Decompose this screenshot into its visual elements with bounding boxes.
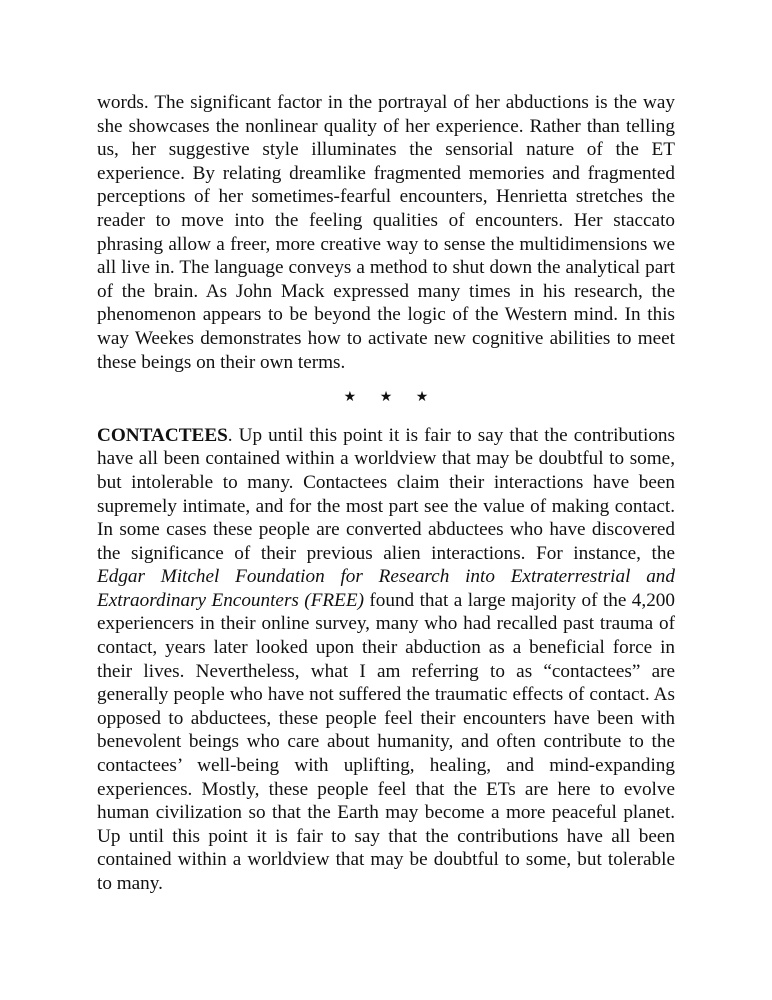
page-body bbox=[97, 91, 675, 896]
star-icon: ★ bbox=[343, 390, 357, 406]
paragraph-text: . Up until this point it is fair to say that the contributions have all been contained within a worldview that may be doubtful to some, but intolerable to many. Contactees claim their interactions have been supremely intimate, and for the most part see the value of making contact. In some cases these people are converted abductees who have discovered the significance of their previous alien interactions. For instance, the bbox=[97, 424, 675, 564]
section-separator bbox=[97, 386, 675, 410]
paragraph-henrietta-weekes: words. The significant factor in the portrayal of her abductions is the way she showcases the nonlinear quality of her experience. Rather than telling us, her suggestive style illuminates the sensorial nature of the ET experience. By relating dreamlike fragmented memories and fragmented perceptions of her sometimes-fearful encounters, Henrietta stretches the reader to move into the feeling qualities of encounters. Her staccato phrasing allow a freer, more creative way to sense the multidimensions we all live in. The language conveys a method to shut down the analytical part of the brain. As John Mack expressed many times in his research, the phenomenon appears to be beyond the logic of the Western mind. In this way Weekes demonstrates how to activate new cognitive abilities to meet these beings on their own terms. bbox=[97, 92, 675, 373]
paragraph-contactees bbox=[97, 424, 675, 896]
paragraph-text: found that a large majority of the 4,200 experiencers in their online survey, many who had recalled past trauma of contact, years later looked upon their abduction as a beneficial force in their lives. Nevertheless, what I am referring to as “contactees” are generally people who have not suffered the traumatic effects of contact. As opposed to abductees, these people feel their encounters have been with benevolent beings who care about humanity, and often contribute to the contactees’ well-being with uplifting, healing, and mind-expanding experiences. Mostly, these people feel that the ETs are here to evolve human civilization so that the Earth may become a more peaceful planet. Up until this point it is fair to say that the contributions have all been contained within a worldview that may be doubtful to some, but tolerable to many. bbox=[97, 589, 675, 894]
foundation-name: Edgar Mitchel Foundation for Research into Extraterrestrial and Extraordinary Encounters (FREE) bbox=[97, 566, 675, 611]
section-heading-contactees: CONTACTEES bbox=[97, 424, 228, 446]
star-icon: ★ bbox=[415, 390, 429, 406]
star-icon: ★ bbox=[379, 390, 393, 406]
